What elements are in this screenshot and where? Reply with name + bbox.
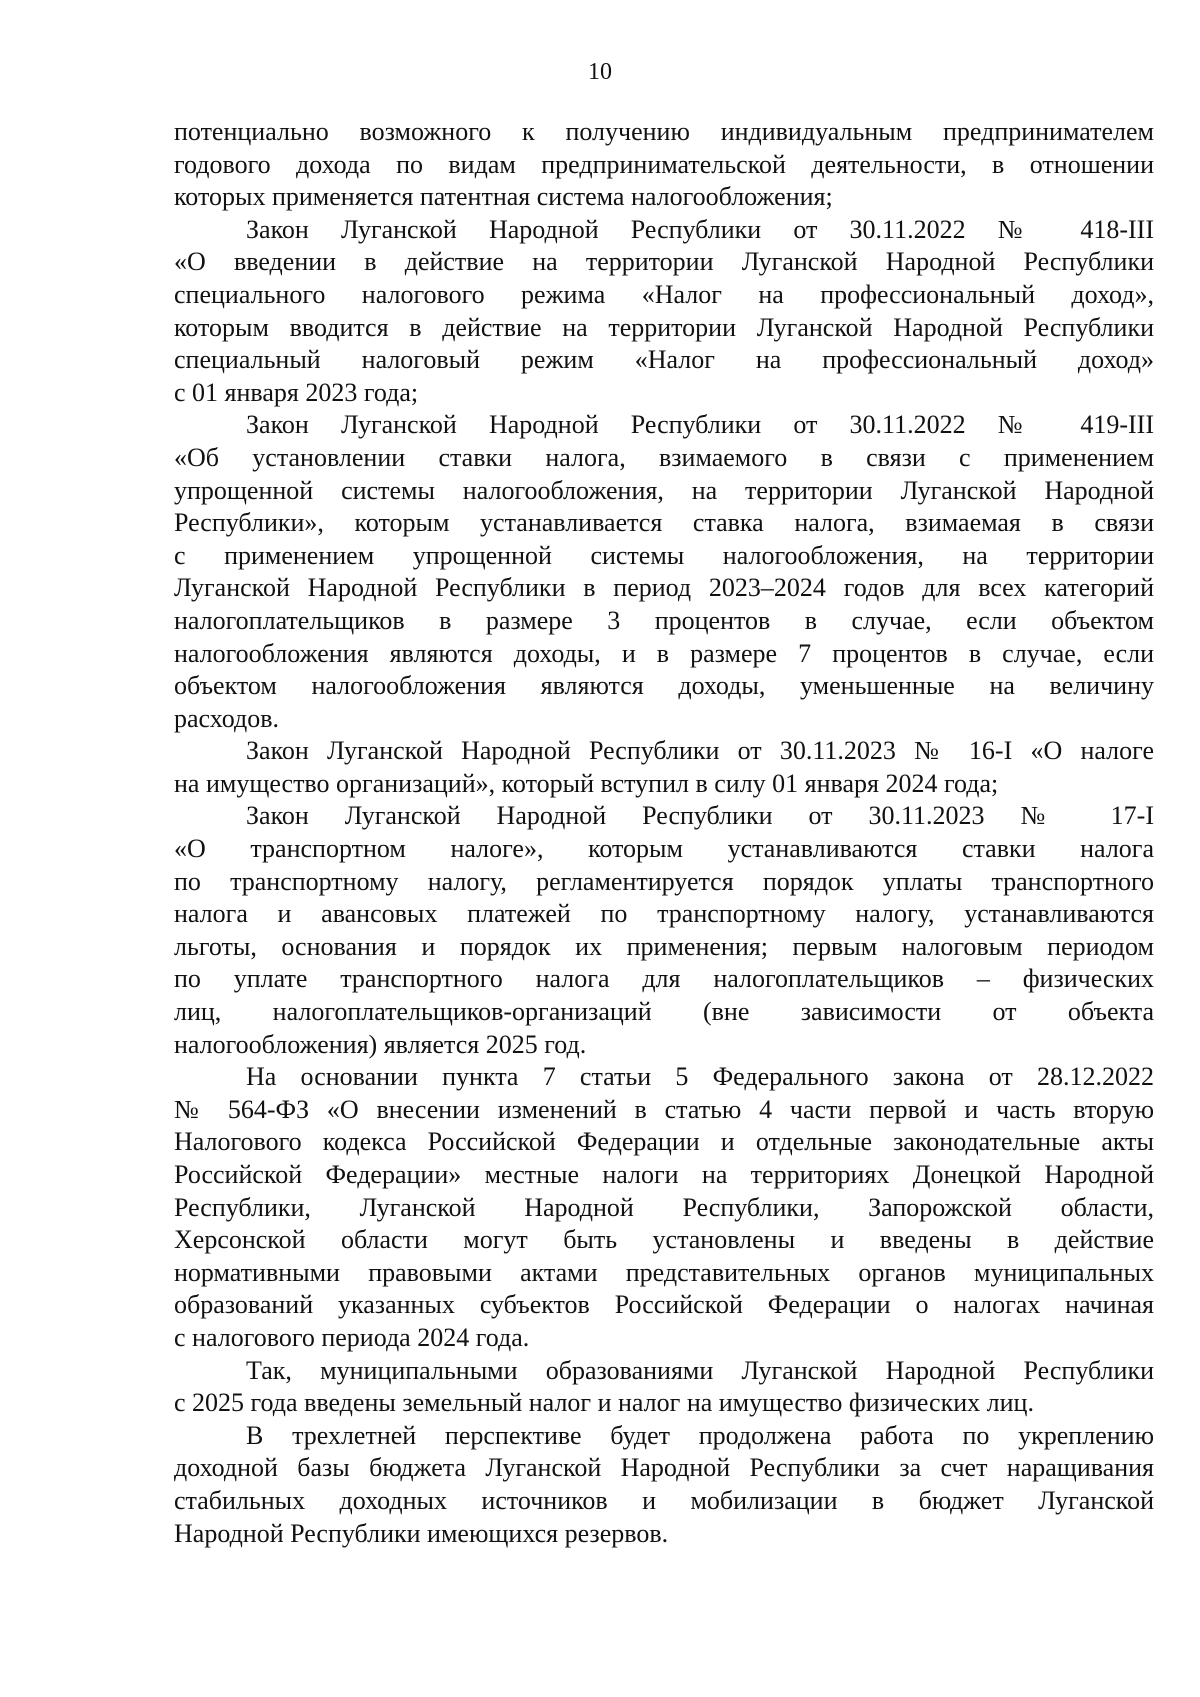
paragraph-line: с 2025 года введены земельный налог и налог на имущество физических лиц. (174, 1388, 1034, 1418)
paragraph (174, 409, 1154, 735)
paragraph-line: На основании пункта 7 статьи 5 Федерального закона от 28.12.2022 (246, 1062, 1154, 1092)
paragraph-line: на имущество организаций», который вступил в силу 01 января 2024 года; (174, 768, 999, 798)
paragraph-line: нормативными правовыми актами представительных органов муниципальных (174, 1257, 1154, 1287)
page-number: 10 (588, 59, 612, 85)
paragraph-line: расходов. (174, 703, 280, 733)
paragraph-line: «О транспортном налоге», которым устанавливаются ставки налога (174, 834, 1154, 864)
paragraph-line: налогоплательщиков в размере 3 процентов в случае, если объектом (174, 605, 1154, 635)
paragraph-line: лиц, налогоплательщиков-организаций (вне зависимости от объекта (174, 997, 1154, 1027)
paragraph-line: доходной базы бюджета Луганской Народной Республики за счет наращивания (174, 1453, 1154, 1483)
paragraph-line: Так, муниципальными образованиями Луганской Народной Республики (246, 1355, 1154, 1385)
paragraph-line: Херсонской области могут быть установлены и введены в действие (174, 1225, 1154, 1255)
paragraph-line: стабильных доходных источников и мобилизации в бюджет Луганской (174, 1485, 1154, 1515)
paragraph-line: Закон Луганской Народной Республики от 30.11.2023 № 16-I «О налоге (246, 736, 1154, 766)
paragraph (174, 735, 1154, 800)
document-body (174, 116, 1154, 1550)
paragraph-line: налогообложения являются доходы, и в размере 7 процентов в случае, если (174, 638, 1154, 668)
paragraph-line: Налогового кодекса Российской Федерации и отдельные законодательные акты (174, 1127, 1154, 1157)
paragraph-line: годового дохода по видам предпринимательской деятельности, в отношении (174, 149, 1154, 179)
paragraph-line: по уплате транспортного налога для налогоплательщиков – физических (174, 964, 1154, 994)
paragraph-line: налога и авансовых платежей по транспортному налогу, устанавливаются (174, 899, 1154, 929)
paragraph-line: Республики, Луганской Народной Республики, Запорожской области, (174, 1192, 1154, 1222)
paragraph-line: Луганской Народной Республики в период 2023–2024 годов для всех категорий (174, 573, 1154, 603)
paragraph-line: льготы, основания и порядок их применения; первым налоговым периодом (174, 931, 1154, 961)
paragraph (174, 1420, 1154, 1550)
paragraph (174, 800, 1154, 1061)
paragraph-line: Закон Луганской Народной Республики от 30.11.2022 № 418-III (246, 214, 1154, 244)
paragraph-line: специального налогового режима «Налог на профессиональный доход», (174, 279, 1154, 309)
paragraph-line: объектом налогообложения являются доходы, уменьшенные на величину (174, 671, 1154, 701)
paragraph (174, 214, 1154, 410)
paragraph-line: В трехлетней перспективе будет продолжена работа по укреплению (246, 1420, 1154, 1450)
paragraph (174, 1355, 1154, 1420)
paragraph-line: с 01 января 2023 года; (174, 377, 419, 407)
paragraph-line: упрощенной системы налогообложения, на территории Луганской Народной (174, 475, 1154, 505)
paragraph-line: Народной Республики имеющихся резервов. (174, 1518, 669, 1548)
paragraph-line: которым вводится в действие на территории Луганской Народной Республики (174, 312, 1154, 342)
paragraph-line: № 564-ФЗ «О внесении изменений в статью 4 части первой и часть вторую (174, 1094, 1154, 1124)
paragraph-line: Закон Луганской Народной Республики от 30.11.2023 № 17-I (246, 801, 1154, 831)
paragraph-line: «О введении в действие на территории Луганской Народной Республики (174, 247, 1154, 277)
paragraph-line: налогообложения) является 2025 год. (174, 1029, 587, 1059)
paragraph-line: с применением упрощенной системы налогообложения, на территории (174, 540, 1154, 570)
paragraph-line: специальный налоговый режим «Налог на профессиональный доход» (174, 345, 1154, 375)
paragraph (174, 1061, 1154, 1354)
paragraph-line: «Об установлении ставки налога, взимаемого в связи с применением (174, 442, 1154, 472)
paragraph-line: которых применяется патентная система налогообложения; (174, 182, 833, 212)
paragraph-line: образований указанных субъектов Российской Федерации о налогах начиная (174, 1290, 1154, 1320)
paragraph-line: Республики», которым устанавливается ставка налога, взимаемая в связи (174, 508, 1154, 538)
paragraph-line: с налогового периода 2024 года. (174, 1322, 530, 1352)
paragraph-line: Российской Федерации» местные налоги на территориях Донецкой Народной (174, 1160, 1154, 1189)
paragraph (174, 116, 1154, 214)
paragraph-line: по транспортному налогу, регламентируется порядок уплаты транспортного (174, 866, 1154, 896)
paragraph-line: потенциально возможного к получению индивидуальным предпринимателем (174, 117, 1154, 146)
paragraph-line: Закон Луганской Народной Республики от 30.11.2022 № 419-III (246, 410, 1154, 440)
